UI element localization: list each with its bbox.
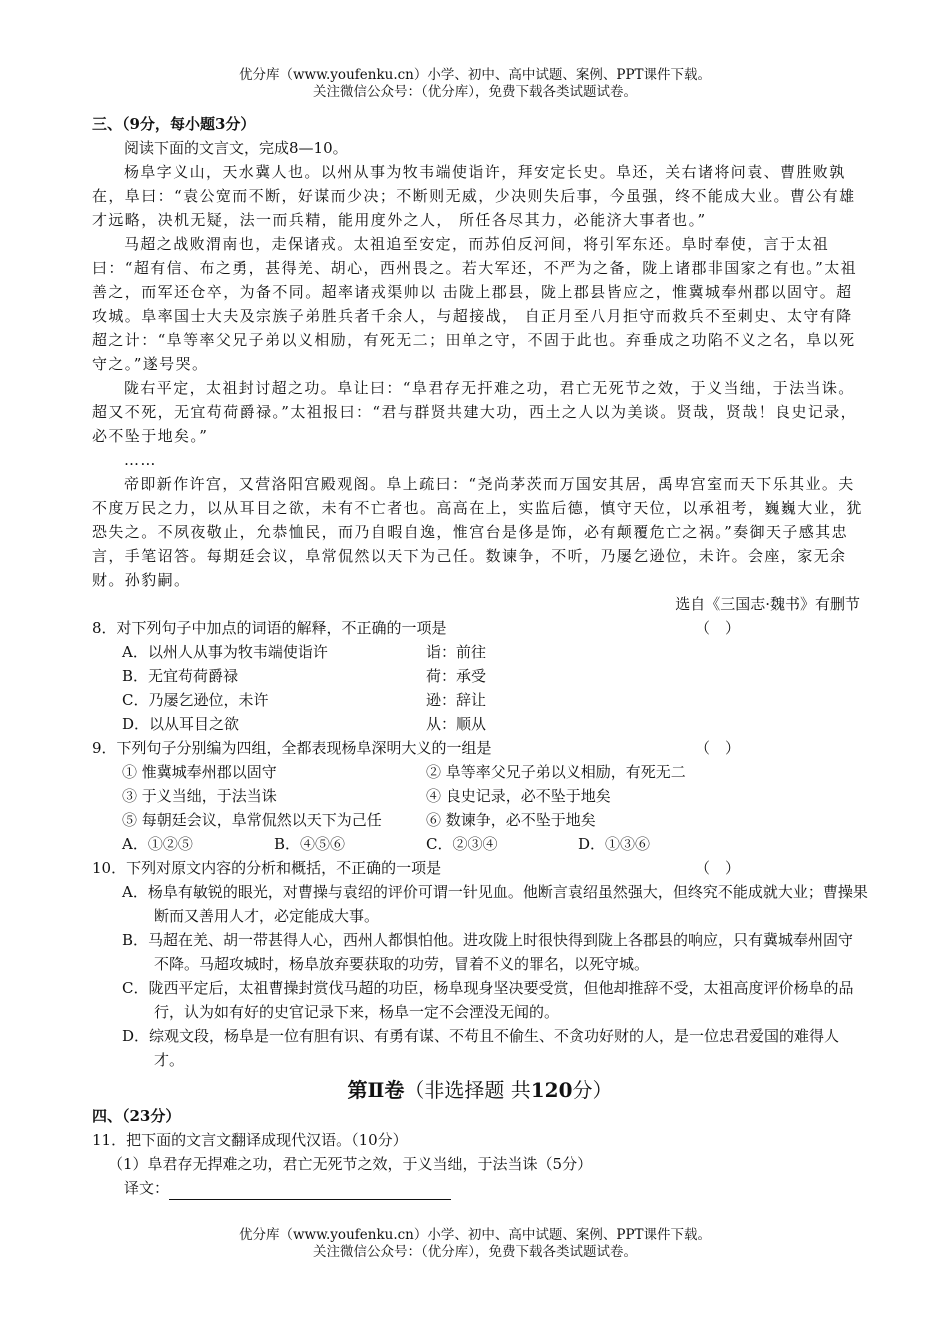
q10-option-a: A．杨阜有敏锐的眼光，对曹操与袁绍的评价可谓一针见血。他断言袁绍虽然强大，但终究不能成就大业；曹操果断而又善用人才，必定能成大事。 [122,883,868,925]
q10-option-c: C．陇西平定后，太祖曹操封赏伐马超的功臣，杨阜现身坚决要受赏，但他却推辞不受，太祖高度评价杨阜的品行，认为如有好的史官记录下来，杨阜一定不会湮没无闻的。 [122,979,854,1021]
passage-source: 选自《三国志·魏书》有删节 [675,595,860,613]
question-9-stem [92,736,868,760]
question-9-items [92,760,868,832]
q8-option-b: B．无宜苟荷爵禄 [122,667,239,685]
q9-item-5: ⑤ 每朝廷会议，阜常侃然以天下为己任 [122,811,382,829]
question-11-stem: 11．把下面的文言文翻译成现代汉语。（10分） [92,1131,408,1149]
question-9-text: 9．下列句子分别编为四组，全都表现杨阜深明大义的一组是 [92,739,492,757]
passage-ellipsis: …… [124,451,157,469]
q8-option-c-gloss: 逊：辞让 [426,691,487,709]
translation-label: 译文： [124,1179,170,1197]
question-9-choices [92,832,868,856]
q9-item-2: ② 阜等率父兄子弟以义相励，有死无二 [426,763,686,781]
q9-item-3: ③ 于义当绌，于法当诛 [122,787,277,805]
q9-item-1: ① 惟冀城奉州郡以固守 [122,763,277,781]
q8-option-b-gloss: 荷：承受 [426,667,487,685]
q9-item-4: ④ 良史记录，必不坠于地矣 [426,787,611,805]
passage-paragraph-1: 杨阜字义山，天水冀人也。以州从事为牧韦端使诣许，拜安定长史。阜还，关右诸将问袁、曹胜败孰在，阜曰：“袁公宽而不断，好谋而少决；不断则无威，少决则失后事，今虽强，终不能成大业。曹公有雄才远略，决机无疑，法一而兵精，能用度外之人， 所任各尽其力，必能济大事者也。” [92,163,856,229]
q8-option-a: A．以州人从事为牧韦端使诣许 [122,643,328,661]
section-4-title: 四、（23分） [92,1107,181,1125]
exam-content [92,112,868,1200]
q9-choice-c: C．②③④ [426,835,498,853]
question-8-text: 8．对下列句子中加点的词语的解释，不正确的一项是 [92,619,447,637]
q9-choice-d: D．①③⑥ [578,835,651,853]
translation-answer-line[interactable] [169,1181,451,1200]
q8-option-a-gloss: 诣：前往 [426,643,487,661]
part-2-unit: 分） [572,1078,613,1102]
passage-paragraph-4: 帝即新作许宫，又营洛阳宫殿观阁。阜上疏曰：“尧尚茅茨而万国安其居，禹卑宫室而天下乐其业。夫不度万民之力，以从耳目之欲，未有不亡者也。高高在上，实监后德，慎守天位，以承祖考，巍巍大业，犹恐失之。不夙夜敬止，允恭恤民，而乃自暇自逸，惟宫台是侈是饰，必有颠覆危亡之祸。”奏御天子感其忠言，手笔诏答。每期廷会议，阜常侃然以天下为己任。数谏争，不听，乃屡乞逊位，未许。会座，家无余财。孙豹嗣。 [92,475,863,589]
part-2-desc: （非选择题 共 [404,1078,531,1102]
classical-passage [92,160,868,592]
page-header [0,67,950,101]
header-line-2: 关注微信公众号：（优分库），免费下载各类试题试卷。 [313,84,637,100]
question-8-stem [92,616,868,640]
question-10-text: 10．下列对原文内容的分析和概括，不正确的一项是 [92,859,442,877]
q8-option-c: C．乃屡乞逊位，未许 [122,691,269,709]
q10-option-b: B．马超在羌、胡一带甚得人心，西州人都惧怕他。进攻陇上时很快得到陇上各郡县的响应，只有冀城奉州固守不降。马超攻城时，杨阜放弃要获取的功劳，冒着不义的罪名，以死守城。 [122,931,854,973]
q9-choice-a: A．①②⑤ [122,835,193,853]
footer-line-2: 关注微信公众号：（优分库），免费下载各类试题试卷。 [313,1244,637,1260]
part-2-score: 120 [530,1078,573,1102]
section-3-instruction: 阅读下面的文言文，完成8—10。 [124,139,348,157]
passage-paragraph-2: 马超之战败渭南也，走保诸戎。太祖追至安定，而苏伯反河间，将引军东还。阜时奉使，言于太祖曰：“超有信、布之勇，甚得羌、胡心，西州畏之。若大军还，不严为之备，陇上诸郡非国家之有也。”太祖善之，而军还仓卒，为备不同。超率诸戎渠帅以 击陇上郡县，陇上郡县皆应之，惟冀城奉州郡以固守。超攻城。阜率国士大夫及宗族子弟胜兵者千余人，与超接战， 自正月至八月拒守而救兵不至刺史、太守有降超之计：“阜等率父兄子弟以义相励，有死无二；田单之守，不固于此也。弃垂成之功陷不义之名，阜以死守之。”遂号哭。 [92,235,858,373]
question-9-answer-blank: （ ） [694,739,740,757]
header-line-1: 优分库（www.youfenku.cn）小学、初中、高中试题、案例、PPT课件下载。 [238,67,712,83]
q8-option-d-gloss: 从：顺从 [426,715,487,733]
q10-option-d: D．综观文段，杨阜是一位有胆有识、有勇有谋、不苟且不偷生、不贪功好财的人，是一位忠君爱国的难得人才。 [122,1027,840,1069]
section-3-title: 三、（9分，每小题3分） [92,115,256,133]
footer-line-1: 优分库（www.youfenku.cn）小学、初中、高中试题、案例、PPT课件下载。 [238,1227,712,1243]
part-2-title [92,1076,868,1104]
part-2-label: 第Ⅱ卷 [347,1078,405,1102]
q9-item-6: ⑥ 数谏争，必不坠于地矣 [426,811,596,829]
question-8-options [92,640,868,736]
q8-option-d: D．以从耳目之欲 [122,715,240,733]
question-10-answer-blank: （ ） [694,859,740,877]
passage-paragraph-3: 陇右平定，太祖封讨超之功。阜让曰：“阜君存无扞难之功，君亡无死节之效，于义当绌，于法当诛。超又不死，无宜苟荷爵禄。”太祖报曰：“君与群贤共建大功，西土之人以为美谈。贤哉，贤哉！良史记录，必不坠于地矣。” [92,379,858,445]
question-8-answer-blank: （ ） [694,619,740,637]
translation-row [92,1176,868,1200]
question-10-stem [92,856,868,880]
page-footer [0,1227,950,1261]
question-11-part-1: （1）阜君存无捍难之功，君亡无死节之效，于义当绌，于法当诛（5分） [108,1155,593,1173]
q9-choice-b: B．④⑤⑥ [274,835,346,853]
question-10-options [92,880,868,1072]
